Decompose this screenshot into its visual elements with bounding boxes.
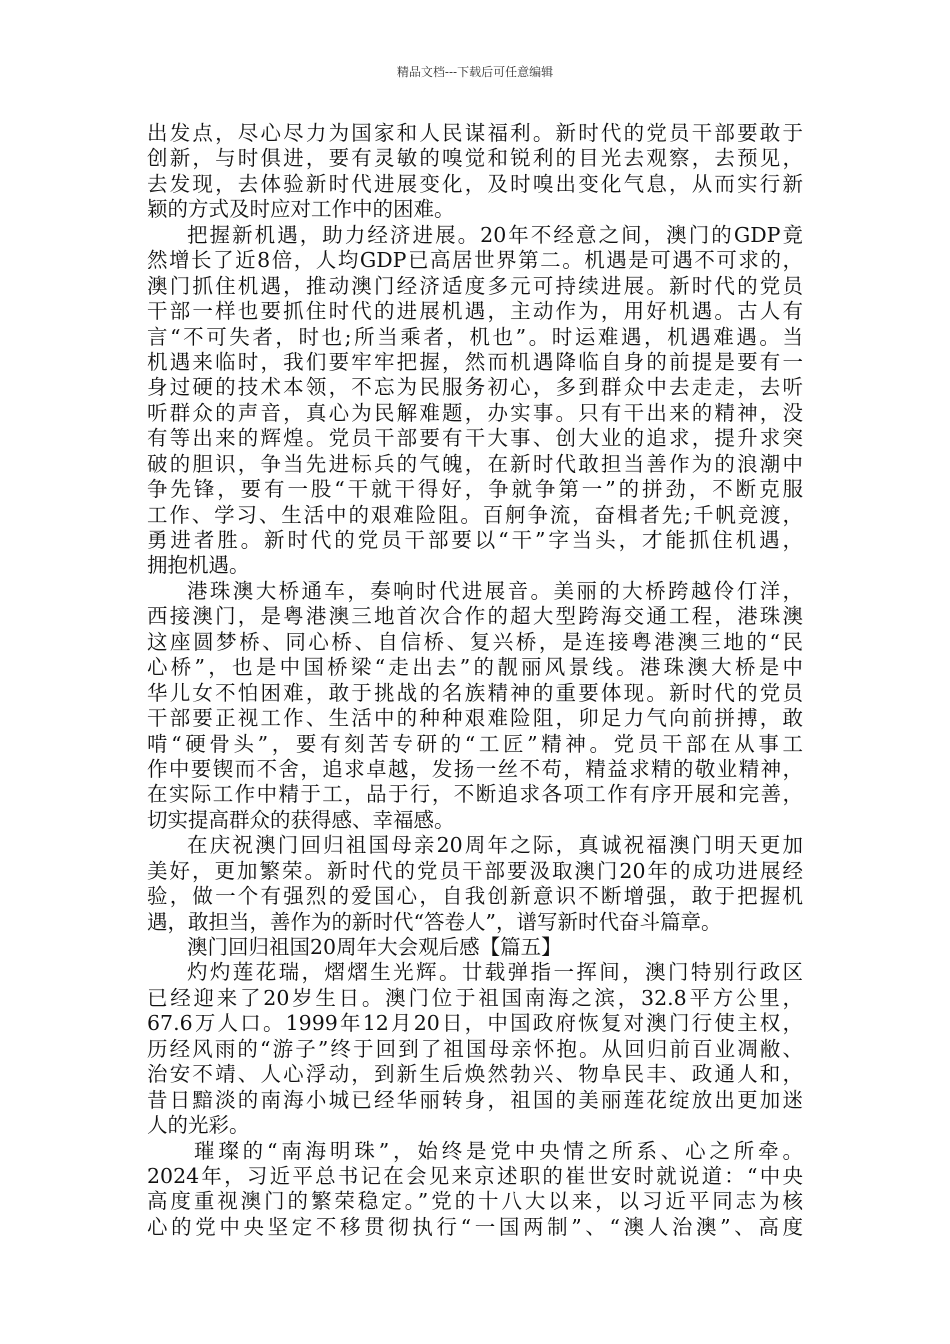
text-line: 治安不靖、人心浮动，到新生后焕然勃兴、物阜民丰、政通人和，: [147, 1062, 803, 1087]
text-line: 人的光彩。: [147, 1113, 250, 1138]
text-line: 言“不可失者，时也;所当乘者，机也”。时运难遇，机遇难遇。当: [147, 324, 803, 349]
text-line: 出发点，尽心尽力为国家和人民谋福利。新时代的党员干部要敢于: [147, 121, 803, 145]
text-line: 验，做一个有强烈的爱国心，自我创新意识不断增强，敢于把握机: [147, 884, 803, 909]
text-line: 高度重视澳门的繁荣稳定。”党的十八大以来，以习近平同志为核: [147, 1189, 803, 1214]
text-line: 2024年，习近平总书记在会见来京述职的崔世安时就说道：“中央: [147, 1163, 803, 1188]
text-line: 灼灼莲花瑞，熠熠生光辉。廿载弹指一挥间，澳门特别行政区: [187, 960, 803, 985]
text-line: 心桥”，也是中国桥梁“走出去”的靓丽风景线。港珠澳大桥是中: [147, 655, 803, 680]
text-line: 拥抱机遇。: [147, 553, 250, 578]
text-line: 这座圆梦桥、同心桥、自信桥、复兴桥，是连接粤港澳三地的“民: [147, 629, 803, 654]
text-line: 争先锋，要有一股“干就干得好，争就争第一”的拼劲，不断克服: [147, 477, 803, 502]
text-line: 璀璨的“南海明珠”，始终是党中央情之所系、心之所牵。: [194, 1138, 803, 1163]
text-line: 勇进者胜。新时代的党员干部要以“干”字当头，才能抓住机遇，: [147, 528, 803, 552]
text-line: 去发现，去体验新时代进展变化，及时嗅出变化气息，从而实行新: [147, 171, 803, 196]
text-line: 切实提高群众的获得感、幸福感。: [147, 807, 455, 832]
text-line: 颖的方式及时应对工作中的困难。: [147, 197, 455, 222]
text-line: 创新，与时俱进，要有灵敏的嗅觉和锐利的目光去观察，去预见，: [147, 146, 803, 171]
text-line: 已经迎来了20岁生日。澳门位于祖国南海之滨，32.8平方公里，: [147, 985, 803, 1010]
text-line: 在庆祝澳门回归祖国母亲20周年之际，真诚祝福澳门明天更加: [187, 833, 803, 858]
text-line: 华儿女不怕困难，敢于挑战的名族精神的重要体现。新时代的党员: [147, 680, 803, 705]
text-line: 机遇来临时，我们要牢牢把握，然而机遇降临自身的前提是要有一: [147, 349, 803, 374]
text-line: 昔日黯淡的南海小城已经华丽转身，祖国的美丽莲花绽放出更加迷: [147, 1087, 803, 1112]
text-line: 听群众的声音，真心为民解难题，办实事。只有干出来的精神，没: [147, 400, 803, 425]
text-line: 作中要锲而不舍，追求卓越，发扬一丝不苟，精益求精的敬业精神，: [147, 756, 803, 781]
text-line: 澳门抓住机遇，推动澳门经济适度多元可持续进展。新时代的党员: [147, 273, 803, 298]
text-line: 美好，更加繁荣。新时代的党员干部要汲取澳门20年的成功进展经: [147, 858, 803, 883]
text-line: 干部一样也要抓住时代的进展机遇，主动作为，用好机遇。古人有: [147, 299, 803, 324]
text-line: 干部要正视工作、生活中的种种艰难险阻，卯足力气向前拼搏，敢: [147, 706, 803, 731]
text-line: 澳门回归祖国20周年大会观后感【篇五】: [187, 935, 562, 959]
text-line: 工作、学习、生活中的艰难险阻。百舸争流，奋楫者先;千帆竞渡，: [147, 502, 803, 527]
text-line: 西接澳门，是粤港澳三地首次合作的超大型跨海交通工程，港珠澳: [147, 604, 803, 629]
text-line: 啃“硬骨头”，要有刻苦专研的“工匠”精神。党员干部在从事工: [147, 731, 803, 756]
text-line: 把握新机遇，助力经济进展。20年不经意之间，澳门的GDP竟: [187, 222, 803, 247]
text-line: 67.6万人口。1999年12月20日，中国政府恢复对澳门行使主权，: [147, 1011, 803, 1036]
text-line: 港珠澳大桥通车，奏响时代进展音。美丽的大桥跨越伶仃洋，: [187, 578, 803, 603]
text-line: 身过硬的技术本领，不忘为民服务初心，多到群众中去走走，去听: [147, 375, 803, 400]
text-line: 心的党中央坚定不移贯彻执行“一国两制”、“澳人治澳”、高度: [147, 1214, 803, 1239]
page-header: 精品文档---下载后可任意编辑: [396, 65, 554, 79]
text-line: 有等出来的辉煌。党员干部要有干大事、创大业的追求，提升求突: [147, 426, 803, 451]
text-line: 破的胆识，争当先进标兵的气魄，在新时代敢担当善作为的浪潮中: [147, 451, 803, 476]
text-line: 历经风雨的“游子”终于回到了祖国母亲怀抱。从回归前百业凋敝、: [147, 1036, 803, 1061]
text-line: 在实际工作中精于工，品于行，不断追求各项工作有序开展和完善，: [147, 782, 803, 807]
text-line: 遇，敢担当，善作为的新时代“答卷人”，谱写新时代奋斗篇章。: [147, 909, 722, 934]
text-line: 然增长了近8倍，人均GDP已高居世界第二。机遇是可遇不可求的，: [147, 248, 803, 273]
document-body: [147, 121, 803, 1240]
